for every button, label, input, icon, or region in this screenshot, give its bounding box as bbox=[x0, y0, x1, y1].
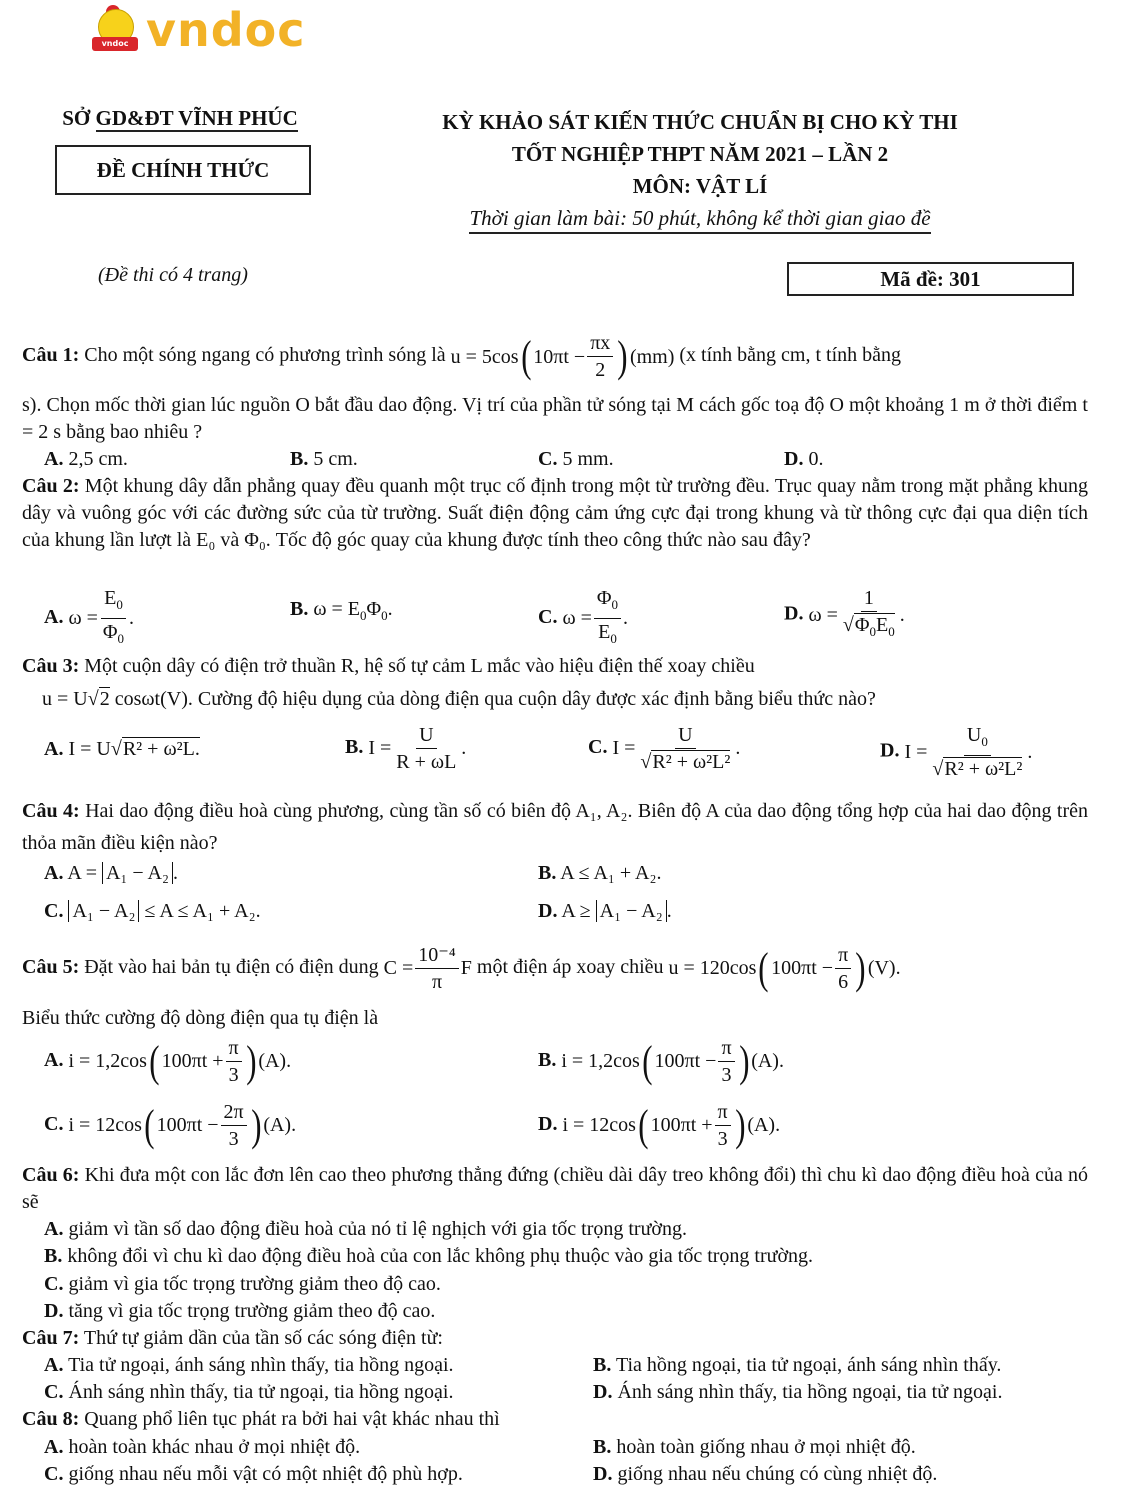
q2-option-a[interactable]: A. ω = $\frac{E_0}{\Phi_0}$ . bbox=[44, 587, 135, 646]
exam-title-line1: KỲ KHẢO SÁT KIẾN THỨC CHUẨN BỊ CHO KỲ THI bbox=[442, 110, 958, 134]
exam-title-line2: TỐT NGHIỆP THPT NĂM 2021 – LẦN 2 bbox=[511, 142, 889, 166]
q5-option-a[interactable]: A. i = 1,2cos ( 100πt + $\frac{\pi}{3}$ ) (A). bbox=[44, 1036, 292, 1086]
q7-option-d[interactable]: D. Ánh sáng nhìn thấy, tia hồng ngoại, tia tử ngoại. bbox=[593, 1381, 1003, 1403]
q1-option-d[interactable]: D. 0. bbox=[784, 448, 824, 470]
q3-option-a[interactable]: A. I = U√R² + ω²L. bbox=[44, 738, 200, 760]
q8-option-d[interactable]: D. giống nhau nếu chúng có cùng nhiệt độ. bbox=[593, 1463, 938, 1485]
q7-option-a[interactable]: A. Tia tử ngoại, ánh sáng nhìn thấy, tia hồng ngoại. bbox=[44, 1354, 454, 1376]
q7-option-c[interactable]: C. Ánh sáng nhìn thấy, tia tử ngoại, tia hồng ngoại. bbox=[44, 1381, 454, 1403]
q5-option-d[interactable]: D. i = 12cos ( 100πt + $\frac{\pi}{3}$ ) (A). bbox=[538, 1100, 781, 1150]
q1-option-c[interactable]: C. 5 mm. bbox=[538, 448, 614, 470]
question-3-cont: u = U√2 cosωt(V). Cường độ hiệu dụng của dòng điện qua cuộn dây được xác định bằng biểu thức nào? bbox=[42, 688, 876, 710]
q4-option-c[interactable]: C. A₁ − A₂ ≤ A ≤ A₁ + A₂. bbox=[44, 900, 261, 922]
q2-option-c[interactable]: C. ω = $\frac{\Phi_0}{E_0}$ . bbox=[538, 587, 629, 646]
q4-option-d[interactable]: D. A ≥ A₁ − A₂ . bbox=[538, 900, 672, 922]
q8-option-c[interactable]: C. giống nhau nếu mỗi vật có một nhiệt độ phù hợp. bbox=[44, 1463, 463, 1485]
wave-equation: u = 5cos ( 10πt − $\frac{\pi x}{2}$ ) (mm) bbox=[450, 331, 675, 381]
question-2: Câu 2: Một khung dây dẫn phẳng quay đều quanh một trục cố định trong một từ trường đều. Trục quay nằm trong mặt phẳng khung dây và vuông góc với các đường sức của từ trường. Suất điện động cảm ứng cực đại trong khung và từ thông cực đại qua diện tích của khung lần lượt là E₀ và Φ₀. Tốc độ góc quay của khung được tính theo công thức nào sau đây? bbox=[22, 475, 1088, 551]
q2-option-b[interactable]: B. $\omega = E_0\Phi_0$. bbox=[290, 598, 393, 623]
question-4: Câu 4: Hai dao động điều hoà cùng phương, cùng tần số có biên độ A₁, A₂. Biên độ A của dao động tổng hợp của hai dao động trên thỏa mãn điều kiện nào? bbox=[22, 800, 1088, 854]
question-6: Câu 6: Khi đưa một con lắc đơn lên cao theo phương thẳng đứng (chiều dài dây treo không đổi) thì chu kì dao động điều hoà của nó sẽ bbox=[22, 1164, 1089, 1213]
q6-option-c[interactable]: C. giảm vì gia tốc trọng trường giảm theo độ cao. bbox=[44, 1273, 441, 1295]
question-5: Câu 5: Đặt vào hai bản tụ điện có điện dung C = $\frac{\text{10⁻⁴}}{\pi}$ F một điện áp xoay chiều u = 120cos ( 100πt − $\frac{\pi}{6}$ ) (V). bbox=[22, 943, 901, 993]
q6-option-b[interactable]: B. không đổi vì chu kì dao động điều hoà của con lắc không phụ thuộc vào gia tốc trọng trường. bbox=[44, 1245, 814, 1267]
page-count: (Đề thi có 4 trang) bbox=[98, 264, 248, 286]
q1-option-a[interactable]: A. 2,5 cm. bbox=[44, 448, 128, 470]
chicken-mascot-icon: vndoc bbox=[90, 5, 142, 55]
official-stamp: ĐỀ CHÍNH THỨC bbox=[55, 145, 311, 195]
exam-time: Thời gian làm bài: 50 phút, không kể thời gian giao đề bbox=[469, 206, 930, 234]
q5-option-c[interactable]: C. i = 12cos ( 100πt − $\frac{2\pi}{3}$ ) (A). bbox=[44, 1100, 297, 1150]
q2-option-d[interactable]: D. ω = $\frac{1}{√\Phi_0E_0}$ . bbox=[784, 587, 905, 639]
question-3: Câu 3: Một cuộn dây có điện trở thuần R, hệ số tự cảm L mắc vào hiệu điện thế xoay chiều bbox=[22, 655, 755, 677]
q3-option-b[interactable]: B. I = $\frac{U}{R + \omega L}$ . bbox=[345, 724, 467, 773]
department: SỞ GD&ĐT VĨNH PHÚC bbox=[62, 106, 298, 130]
question-1: Câu 1: Cho một sóng ngang có phương trình sóng là u = 5cos ( 10πt − $\frac{\pi x}{2}$ ) (mm) (x tính bằng cm, t tính bằng bbox=[22, 331, 902, 381]
q8-option-b[interactable]: B. hoàn toàn giống nhau ở mọi nhiệt độ. bbox=[593, 1436, 916, 1458]
logo-wordmark: vndoc bbox=[146, 3, 306, 57]
exam-title-block bbox=[350, 106, 1050, 234]
question-5-cont: Biểu thức cường độ dòng điện qua tụ điện là bbox=[22, 1007, 379, 1029]
q8-option-a[interactable]: A. hoàn toàn khác nhau ở mọi nhiệt độ. bbox=[44, 1436, 361, 1458]
exam-subject: MÔN: VẬT LÍ bbox=[632, 174, 768, 198]
q3-option-d[interactable]: D. I = $\frac{U_0}{\text{√R² + ω²L²}}$ . bbox=[880, 724, 1033, 780]
q7-option-b[interactable]: B. Tia hồng ngoại, tia tử ngoại, ánh sáng nhìn thấy. bbox=[593, 1354, 1002, 1376]
question-1-cont: s). Chọn mốc thời gian lúc nguồn O bắt đầu dao động. Vị trí của phần tử sóng tại M cách gốc toạ độ O một khoảng 1 m ở thời điểm t = 2 s bằng bao nhiêu ? bbox=[22, 394, 1088, 443]
q6-option-a[interactable]: A. giảm vì tần số dao động điều hoà của nó tỉ lệ nghịch với gia tốc trọng trường. bbox=[44, 1218, 687, 1240]
q1-option-b[interactable]: B. 5 cm. bbox=[290, 448, 358, 470]
q6-option-d[interactable]: D. tăng vì gia tốc trọng trường giảm theo độ cao. bbox=[44, 1300, 436, 1322]
q3-option-c[interactable]: C. I = $\frac{U}{\text{√R² + ω²L²}}$ . bbox=[588, 724, 741, 773]
q4-option-a[interactable]: A. A = A₁ − A₂ . bbox=[44, 862, 178, 884]
q5-option-b[interactable]: B. i = 1,2cos ( 100πt − $\frac{\pi}{3}$ ) (A). bbox=[538, 1036, 784, 1086]
question-8: Câu 8: Quang phổ liên tục phát ra bởi hai vật khác nhau thì bbox=[22, 1408, 500, 1430]
q4-option-b[interactable]: B. A ≤ A₁ + A₂. bbox=[538, 862, 662, 884]
question-7: Câu 7: Thứ tự giảm dần của tần số các sóng điện từ: bbox=[22, 1327, 443, 1349]
vndoc-logo bbox=[90, 4, 306, 56]
exam-code: Mã đề: 301 bbox=[787, 262, 1074, 296]
